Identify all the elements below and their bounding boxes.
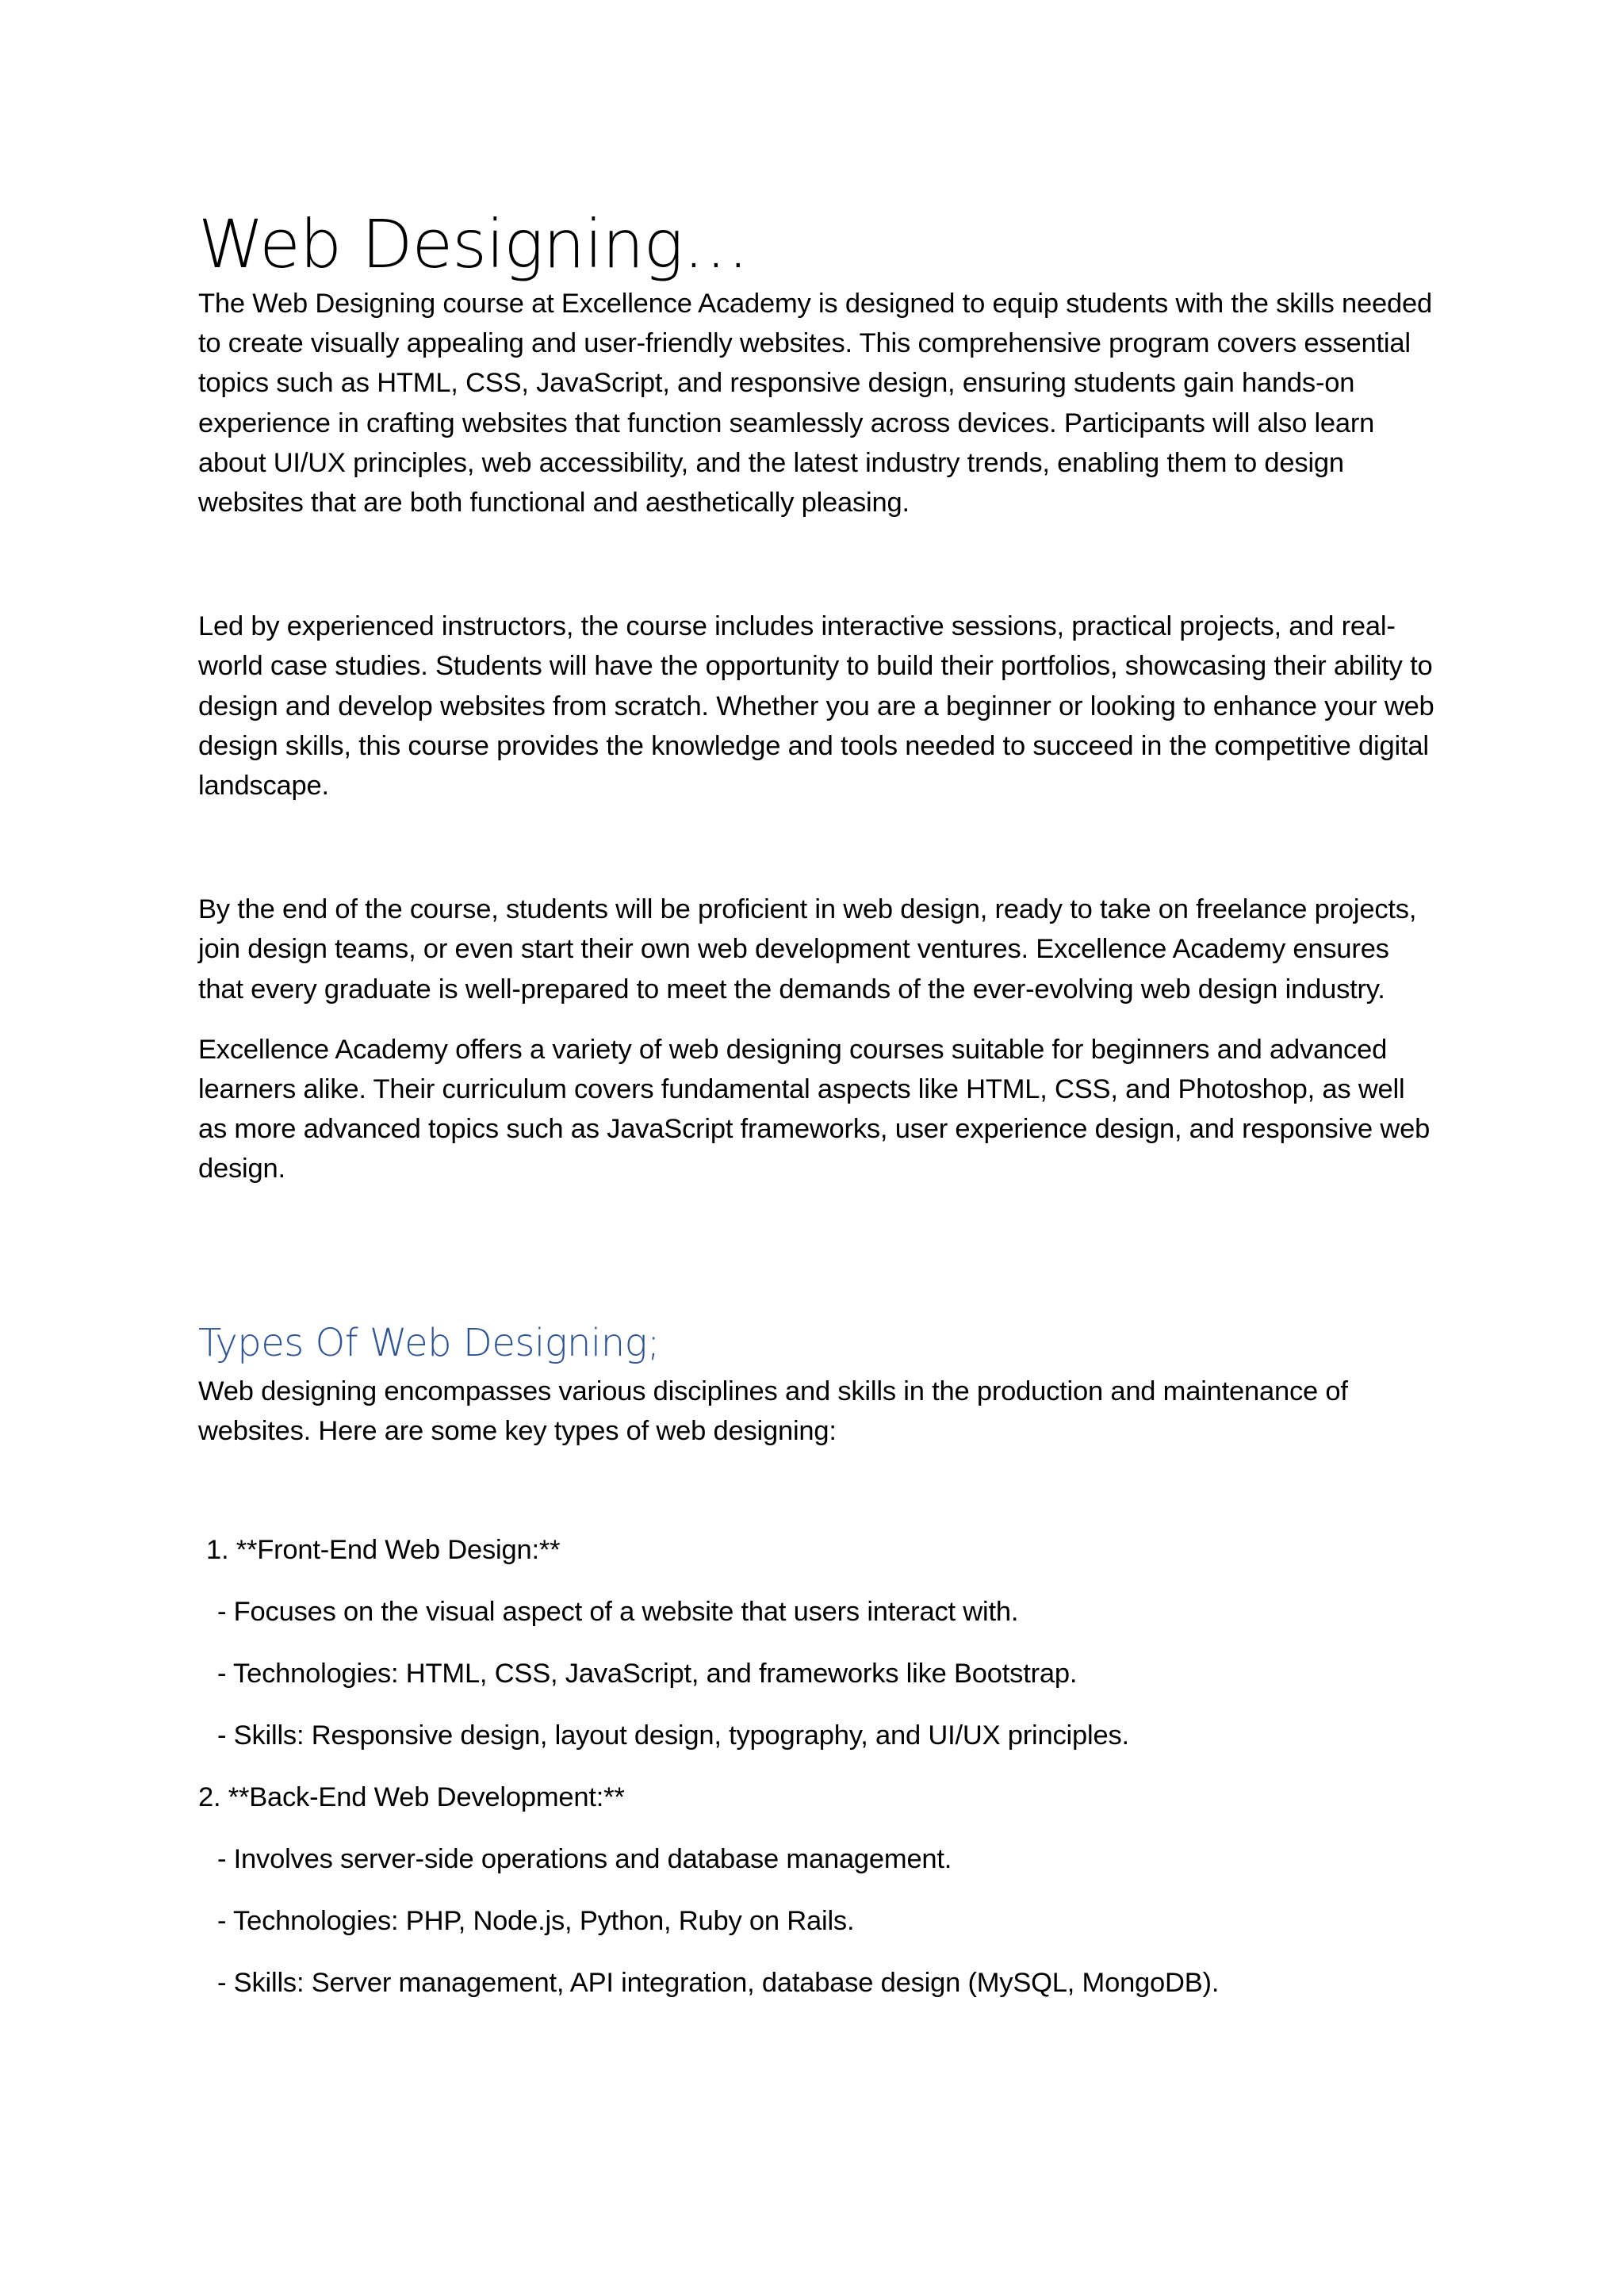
paragraph-curriculum: Excellence Academy offers a variety of web designing courses suitable for beginners and advanced learners alike. Their curriculum covers fundamental aspects like HTML, CSS, and Photoshop, as well as more advanced topics such as JavaScript frameworks, user experience design, and responsive web design. [198,1034,1431,1184]
list-item-point: - Involves server-side operations and database management. [217,1844,952,1875]
document-content [198,205,1435,2025]
list-item-point: - Technologies: PHP, Node.js, Python, Ruby on Rails. [217,1906,855,1937]
list-item-point: - Focuses on the visual aspect of a website that users interact with. [217,1597,1019,1628]
list-item-heading: 1. **Front-End Web Design:** [206,1535,561,1566]
spacer [198,522,1435,607]
spacer [198,806,1435,890]
list-item-point: - Skills: Server management, API integration, database design (MySQL, MongoDB). [217,1968,1220,1999]
list-item-point: - Skills: Responsive design, layout design, typography, and UI/UX principles. [217,1720,1129,1751]
spacer [198,1009,1435,1030]
list-item-heading: 2. **Back-End Web Development:** [198,1782,625,1813]
list-item-point: - Technologies: HTML, CSS, JavaScript, and frameworks like Bootstrap. [217,1659,1078,1689]
paragraph-instructors: Led by experienced instructors, the course includes interactive sessions, practical projects, and real-world case studies. Students will have the opportunity to build their portfolios, showcasing their ability to design and develop websites from scratch. Whether you are a beginner or looking to enhance your web design skills, this course provides the knowledge and tools needed to succeed in the competitive digital landscape. [198,611,1434,802]
section-intro: Web designing encompasses various disciplines and skills in the production and maintenance of websites. Here are some key types of web designing: [198,1376,1348,1446]
types-list [198,1530,1435,2003]
spacer [198,1189,1435,1314]
spacer [198,1451,1435,1530]
paragraph-outcomes: By the end of the course, students will be proficient in web design, ready to take on freelance projects, join design teams, or even start their own web development ventures. Excellence Academy ensures that every graduate is well-prepared to meet the demands of the ever-evolving web design industry. [198,894,1417,1004]
section-heading: Types Of Web Designing; [198,1320,660,1365]
paragraph-course-overview: The Web Designing course at Excellence Academy is designed to equip students with the skills needed to create visually appealing and user-friendly websites. This comprehensive program covers essential topics such as HTML, CSS, JavaScript, and responsive design, ensuring students gain hands-on experience in crafting websites that function seamlessly across devices. Participants will also learn about UI/UX principles, web accessibility, and the latest industry trends, enabling them to design websites that are both functional and aesthetically pleasing. [198,289,1432,519]
document-title: Web Designing… [198,205,749,283]
